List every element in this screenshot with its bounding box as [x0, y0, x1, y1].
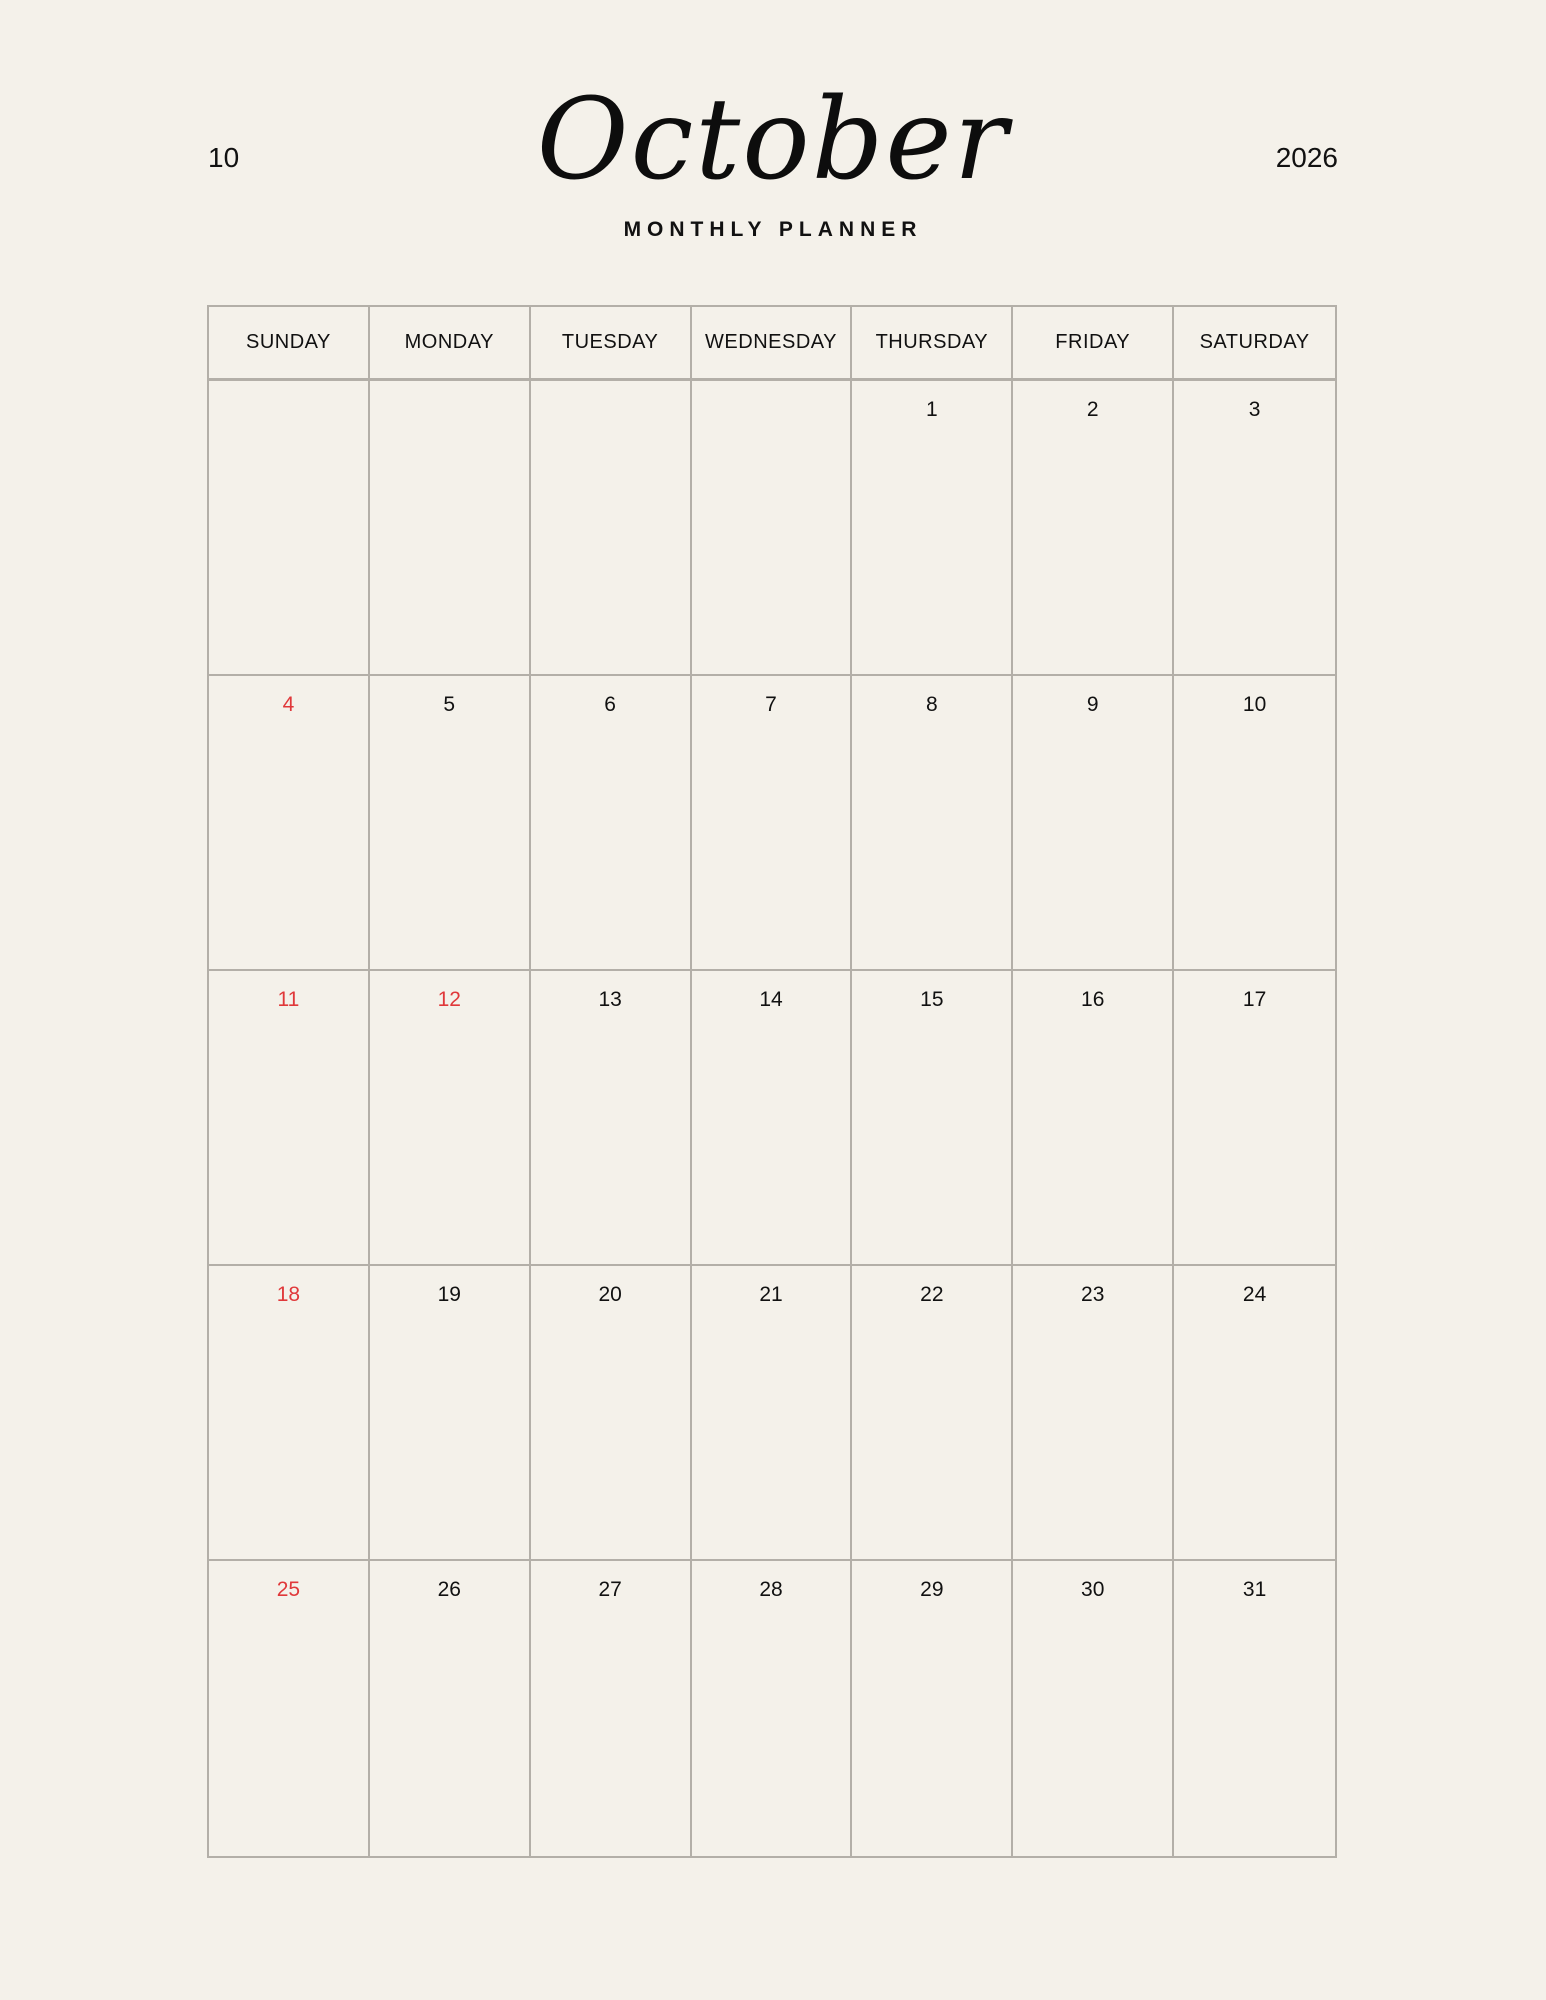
day-number: 15 [920, 988, 944, 1011]
day-number: 2 [1086, 398, 1099, 421]
day-cell[interactable] [1174, 1266, 1335, 1561]
weekday-thursday: THURSDAY [852, 307, 1013, 378]
weekday-friday: FRIDAY [1013, 307, 1174, 378]
planner-subtitle: MONTHLY PLANNER [623, 218, 923, 241]
day-number: 20 [598, 1283, 622, 1306]
day-cell[interactable] [1174, 971, 1335, 1266]
day-number: 28 [759, 1578, 783, 1601]
day-cell[interactable] [1174, 1561, 1335, 1856]
day-cell[interactable] [1174, 676, 1335, 971]
day-number: 14 [759, 988, 783, 1011]
day-number: 18 [276, 1283, 301, 1306]
day-cell[interactable] [370, 1561, 531, 1856]
day-cell[interactable] [370, 971, 531, 1266]
day-cell[interactable] [1013, 971, 1174, 1266]
month-number: 10 [208, 142, 240, 173]
day-number: 3 [1248, 398, 1261, 421]
day-number: 11 [277, 988, 300, 1011]
day-cell[interactable] [852, 1561, 1013, 1856]
day-number: 27 [598, 1578, 622, 1601]
day-cell[interactable] [852, 381, 1013, 676]
day-number: 31 [1242, 1578, 1267, 1601]
day-cell[interactable] [209, 1561, 370, 1856]
day-cell[interactable] [852, 971, 1013, 1266]
day-number: 30 [1081, 1578, 1105, 1601]
day-cell[interactable] [531, 1266, 692, 1561]
weekday-wednesday: WEDNESDAY [692, 307, 853, 378]
weekday-sunday: SUNDAY [209, 307, 370, 378]
day-number: 29 [920, 1578, 944, 1601]
day-cell[interactable] [1013, 1266, 1174, 1561]
day-cell[interactable] [1013, 1561, 1174, 1856]
day-cell[interactable] [370, 1266, 531, 1561]
day-cell[interactable] [692, 676, 853, 971]
day-cell[interactable] [209, 676, 370, 971]
day-number: 10 [1242, 693, 1267, 716]
day-number: 1 [926, 398, 938, 421]
day-number: 7 [765, 693, 777, 716]
day-number: 17 [1242, 988, 1267, 1011]
day-number: 24 [1242, 1283, 1267, 1306]
day-cell[interactable] [531, 1561, 692, 1856]
day-number: 12 [437, 988, 461, 1011]
day-cell[interactable] [692, 381, 853, 676]
day-number: 8 [926, 693, 938, 716]
day-cell[interactable] [1013, 676, 1174, 971]
day-cell[interactable] [531, 676, 692, 971]
day-cell[interactable] [531, 381, 692, 676]
day-number: 6 [604, 693, 616, 716]
day-number: 13 [598, 988, 622, 1011]
day-cell[interactable] [852, 676, 1013, 971]
day-number: 23 [1081, 1283, 1105, 1306]
day-number: 4 [282, 693, 295, 716]
year: 2026 [1275, 142, 1338, 173]
weeks-grid [209, 381, 1335, 1856]
calendar-grid [207, 305, 1337, 1858]
weekday-monday: MONDAY [370, 307, 531, 378]
weekday-header-row [209, 307, 1335, 381]
day-cell[interactable] [209, 971, 370, 1266]
day-cell[interactable] [209, 381, 370, 676]
day-cell[interactable] [370, 381, 531, 676]
day-cell[interactable] [852, 1266, 1013, 1561]
day-cell[interactable] [1013, 381, 1174, 676]
day-cell[interactable] [209, 1266, 370, 1561]
day-number: 21 [759, 1283, 783, 1306]
day-number: 25 [276, 1578, 301, 1601]
weekday-tuesday: TUESDAY [531, 307, 692, 378]
month-title: October [536, 75, 1010, 205]
day-cell[interactable] [692, 971, 853, 1266]
day-number: 22 [920, 1283, 944, 1306]
day-number: 16 [1081, 988, 1105, 1011]
day-number: 19 [437, 1283, 461, 1306]
day-cell[interactable] [692, 1266, 853, 1561]
day-cell[interactable] [531, 971, 692, 1266]
day-cell[interactable] [1174, 381, 1335, 676]
day-cell[interactable] [370, 676, 531, 971]
weekday-saturday: SATURDAY [1199, 331, 1310, 353]
day-number: 26 [437, 1578, 461, 1601]
day-number: 5 [443, 693, 456, 716]
day-cell[interactable] [692, 1561, 853, 1856]
day-number: 9 [1086, 693, 1099, 716]
